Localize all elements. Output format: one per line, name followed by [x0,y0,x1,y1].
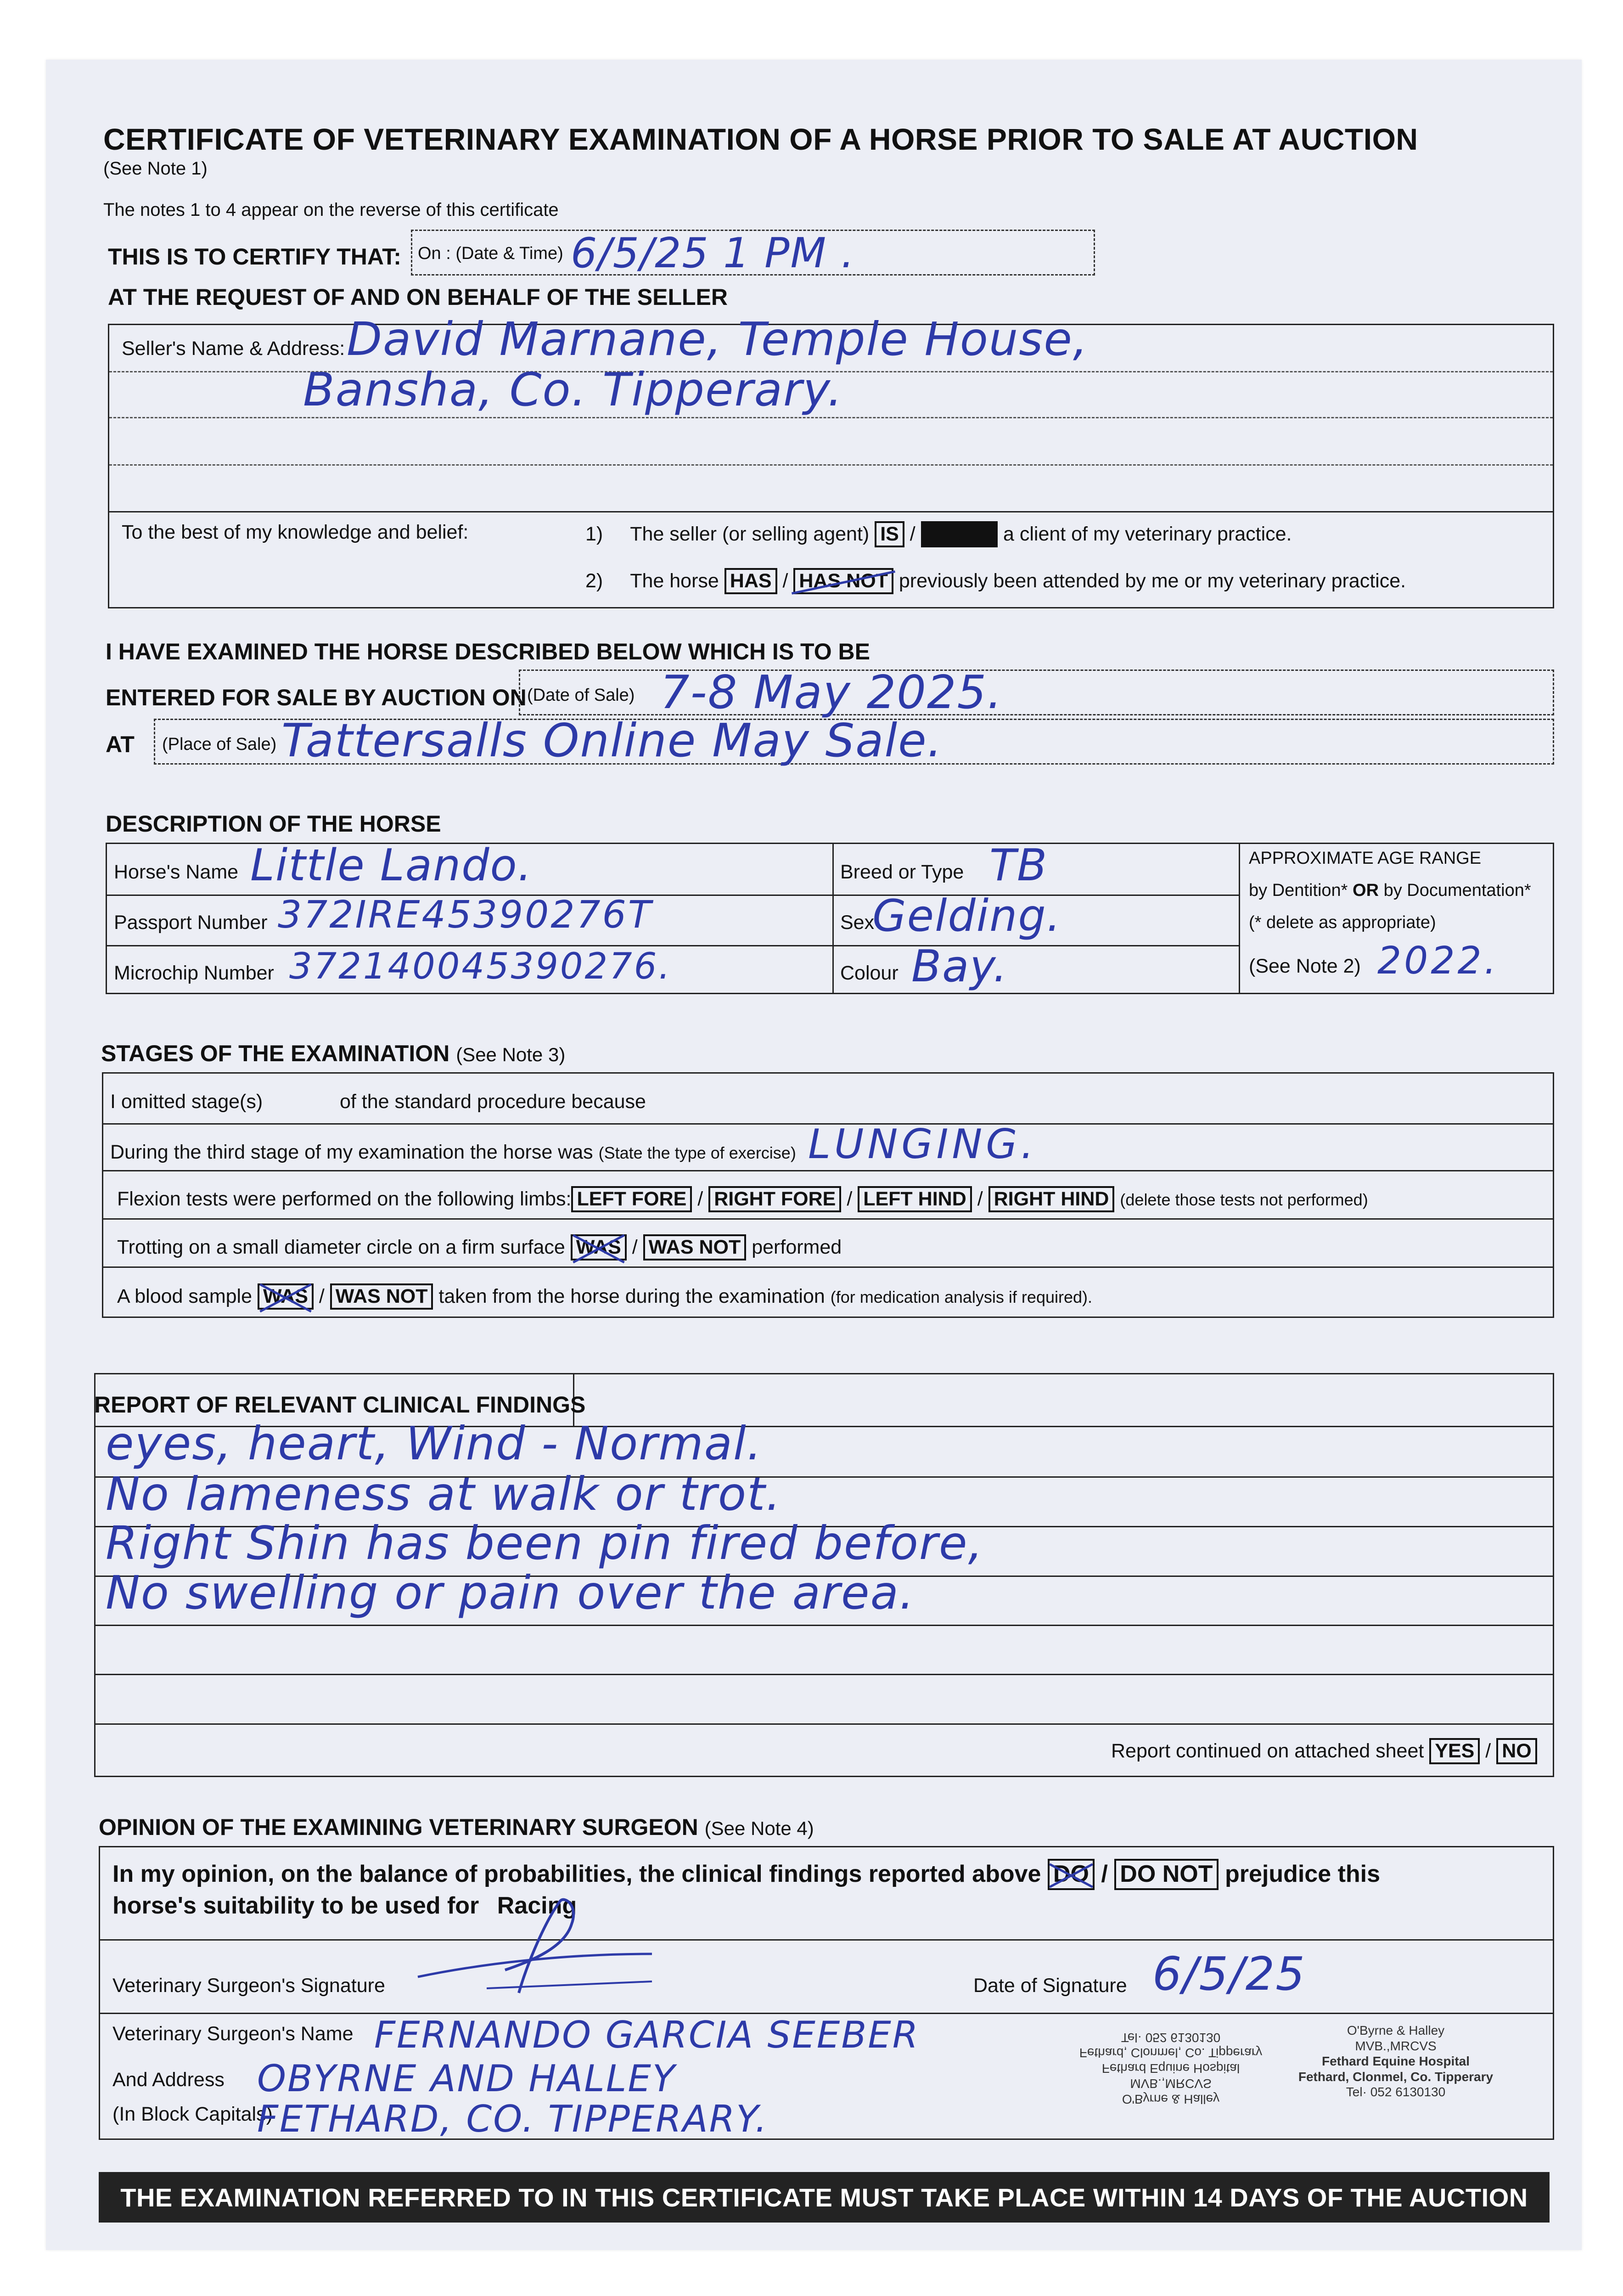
opinion-statement: In my opinion, on the balance of probabilities, the clinical findings reported above DO / DO NOT prejudice this [112,1859,1380,1890]
signature-label: Veterinary Surgeon's Signature [112,1975,385,1997]
examined-heading: I HAVE EXAMINED THE HORSE DESCRIBED BELOW WHICH IS TO BE [106,639,870,664]
entered-sale-heading: ENTERED FOR SALE BY AUCTION ON [106,685,527,710]
flexion-label: Flexion tests were performed on the following limbs: [117,1188,572,1210]
sale-place-value: Tattersalls Online May Sale. [281,714,943,767]
has-option[interactable]: HAS [724,568,777,594]
sex-label: Sex [840,912,875,934]
see-note-1: (See Note 1) [103,158,208,179]
sale-date-field[interactable] [519,665,1554,719]
item1-post: a client of my veterinary practice. [1003,523,1292,545]
report-continued-label: Report continued on attached sheet [1111,1740,1424,1762]
certify-that-label: THIS IS TO CERTIFY THAT: [108,244,401,270]
opinion-do-option[interactable]: DO [1048,1859,1095,1890]
third-stage-label: During the third stage of my examination the horse was (State the type of exercise) [110,1141,796,1163]
flexion-note: (delete those tests not performed) [1120,1190,1368,1209]
description-heading: DESCRIPTION OF THE HORSE [106,811,441,837]
age-delete-note: (* delete as appropriate) [1249,913,1436,932]
item2-text: The horse [630,570,719,592]
age-see-note: (See Note 2) [1249,955,1361,977]
on-date-label: On : (Date & Time) [418,244,563,263]
sale-place-label: (Place of Sale) [162,735,277,754]
horse-name-label: Horse's Name [114,861,239,883]
horse-name-value[interactable]: Little Lando. [250,840,533,891]
date-of-signature-label: Date of Signature [973,1975,1127,1997]
item2-number: 2) [585,570,603,592]
signature-scribble[interactable] [413,1892,670,1998]
vet-name-label: Veterinary Surgeon's Name [112,2023,354,2045]
sale-place-field[interactable] [154,714,1554,767]
vet-address-line2[interactable]: FETHARD, CO. TIPPERARY. [257,2098,769,2140]
block-capitals-label: (In Block Capitals) [112,2103,273,2125]
age-value[interactable]: 2022. [1377,939,1499,983]
colour-label: Colour [840,962,899,984]
at-label: AT [106,732,135,757]
seller-address-line1[interactable]: David Marnane, Temple House, [347,312,1089,366]
trotting-label: Trotting on a small diameter circle on a firm surface [117,1236,565,1258]
stages-heading: STAGES OF THE EXAMINATION (See Note 3) [101,1041,566,1066]
breed-label: Breed or Type [840,861,964,883]
age-basis-options: by Dentition* OR by Documentation* [1249,881,1531,900]
vet-address-line1[interactable]: OBYRNE AND HALLEY [257,2057,676,2100]
age-by-documentation[interactable]: by Documentation* [1383,881,1531,900]
passport-label: Passport Number [114,912,268,934]
report-line-3[interactable]: Right Shin has been pin fired before, [106,1516,984,1570]
continued-no-option[interactable]: NO [1496,1738,1537,1764]
report-continued-row: Report continued on attached sheet YES / NO [1111,1738,1537,1764]
seller-address-line2[interactable]: Bansha, Co. Tipperary. [303,363,843,416]
attended-statement: 2) The horse HAS / HAS NOT previously been attended by me or my veterinary practice. [585,568,1406,594]
item1-number: 1) [585,523,603,545]
date-of-signature-value[interactable]: 6/5/25 [1152,1947,1306,2001]
flexion-left-fore[interactable]: LEFT FORE [571,1186,692,1212]
flexion-right-fore[interactable]: RIGHT FORE [708,1186,841,1212]
footer-banner: THE EXAMINATION REFERRED TO IN THIS CERTIFICATE MUST TAKE PLACE WITHIN 14 DAYS OF THE AUCTION [99,2172,1550,2223]
report-line-2[interactable]: No lameness at walk or trot. [106,1467,782,1521]
flexion-right-hind[interactable]: RIGHT HIND [988,1186,1115,1212]
omitted-because-label: of the standard procedure because [340,1091,646,1113]
microchip-value[interactable]: 372140045390276. [289,946,672,987]
vet-address-label: And Address [112,2069,225,2091]
client-statement: 1) The seller (or selling agent) IS / IS NOT a client of my veterinary practice. [585,521,1292,547]
practice-stamp: O'Byrne & Halley MVB.,MRCVS Fethard Equine Hospital Fethard, Clonmel, Co. Tipperary Tel· 052 6130130 [1298,2023,1494,2099]
item2-post: previously been attended by me or my veterinary practice. [899,570,1406,592]
breed-value[interactable]: TB [989,840,1048,891]
opinion-statement-line2: horse's suitability to be used for Racing [112,1892,577,1919]
notes-reverse-text: The notes 1 to 4 appear on the reverse of this certificate [103,200,559,220]
has-not-option[interactable]: HAS NOT [793,568,893,594]
trotting-was-option[interactable]: WAS [571,1234,627,1261]
blood-was-not-option[interactable]: WAS NOT [330,1283,433,1310]
age-by-dentition[interactable]: by Dentition* [1249,881,1348,900]
blood-was-option[interactable]: WAS [258,1283,314,1310]
is-option[interactable]: IS [875,521,904,547]
omitted-stages-label: I omitted stage(s) [110,1091,263,1113]
request-label: AT THE REQUEST OF AND ON BEHALF OF THE SELLER [108,284,728,310]
report-heading: REPORT OF RELEVANT CLINICAL FINDINGS [94,1392,586,1418]
passport-value[interactable]: 372IRE45390276T [278,893,653,937]
on-date-value: 6/5/25 1 PM . [571,229,855,277]
report-line-1[interactable]: eyes, heart, Wind - Normal. [106,1417,763,1470]
report-line-4[interactable]: No swelling or pain over the area. [106,1566,915,1620]
flexion-left-hind[interactable]: LEFT HIND [858,1186,972,1212]
opinion-heading: OPINION OF THE EXAMINING VETERINARY SURGEON (See Note 4) [99,1814,814,1840]
sex-value[interactable]: Gelding. [872,891,1061,941]
vet-name-value[interactable]: FERNANDO GARCIA SEEBER [374,2014,920,2056]
opinion-do-not-option[interactable]: DO NOT [1114,1859,1218,1890]
knowledge-label: To the best of my knowledge and belief: [122,521,469,543]
sale-date-label: (Date of Sale) [527,686,635,705]
colour-value[interactable]: Bay. [911,941,1008,992]
blood-sample-row: A blood sample WAS / WAS NOT taken from the horse during the examination (for medication analysis if required). [117,1283,1092,1310]
practice-stamp-mirrored: O'Byrne & Halley MVB.,MRCVS Fethard Equine Hospital Fethard, Clonmel, Co. Tipperary Tel· 052 6130130 [1079,2030,1263,2106]
flexion-tests-row: Flexion tests were performed on the following limbs: LEFT FORE / RIGHT FORE / LEFT HIND / RIGHT HIND (delete those tests not performed) [117,1186,1368,1212]
microchip-label: Microchip Number [114,962,274,984]
on-date-field[interactable] [411,230,1095,276]
blood-sample-label: A blood sample [117,1285,253,1307]
trotting-was-not-option[interactable]: WAS NOT [643,1234,747,1261]
continued-yes-option[interactable]: YES [1429,1738,1480,1764]
seller-name-label: Seller's Name & Address: [122,338,345,360]
trotting-row: Trotting on a small diameter circle on a firm surface WAS / WAS NOT performed [117,1234,842,1261]
suitability-use-value[interactable]: Racing [497,1892,577,1919]
age-range-heading: APPROXIMATE AGE RANGE [1249,849,1482,868]
is-not-option[interactable]: IS NOT [921,521,998,547]
sale-date-value: 7-8 May 2025. [660,665,1003,719]
third-stage-value[interactable]: LUNGING. [808,1120,1038,1168]
item1-text: The seller (or selling agent) [630,523,870,545]
certificate-title: CERTIFICATE OF VETERINARY EXAMINATION OF A HORSE PRIOR TO SALE AT AUCTION [103,122,1418,156]
